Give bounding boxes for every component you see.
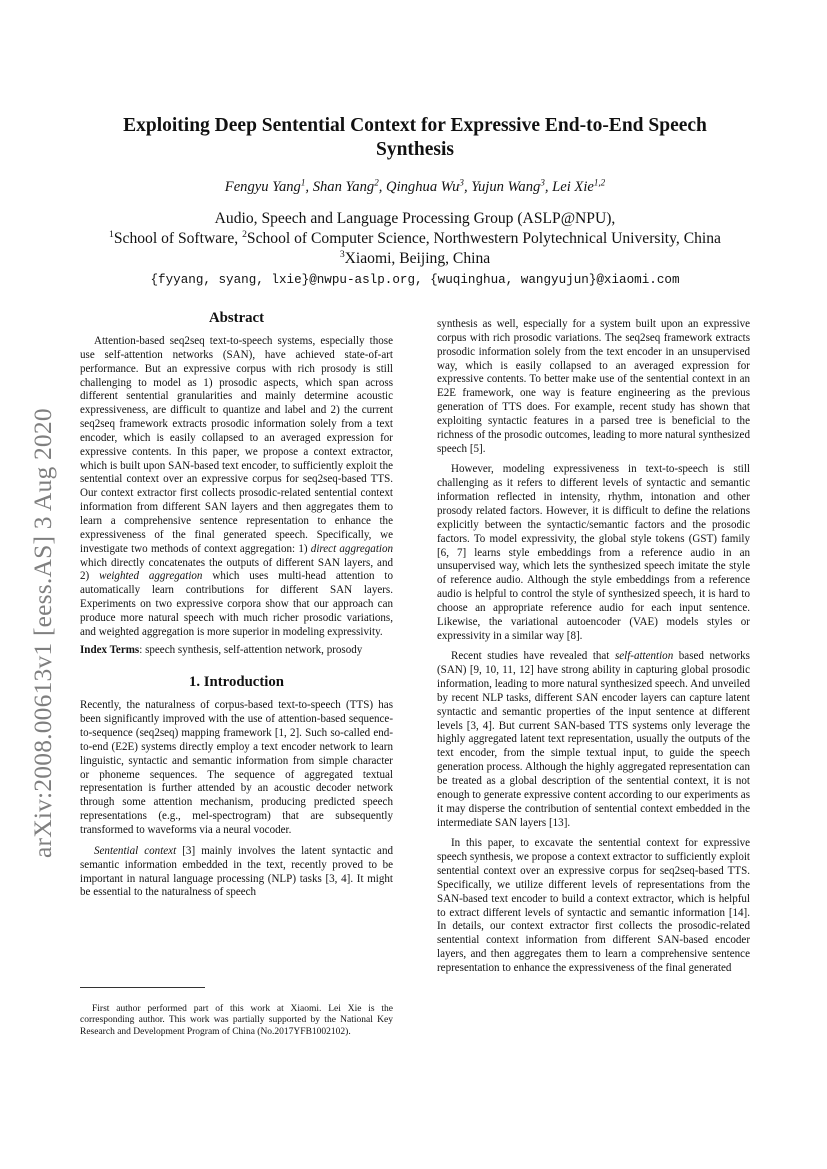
- author-separator: ,: [463, 179, 472, 195]
- abstract-emphasis: weighted aggregation: [99, 570, 203, 583]
- introduction-heading: 1. Introduction: [188, 674, 285, 691]
- author-affiliation-mark: 1: [300, 177, 306, 188]
- intro-paragraph-5: [437, 650, 750, 830]
- author-separator: ,: [378, 179, 387, 195]
- intro-text: based networks (SAN) [9, 10, 11, 12] have strong ability in capturing global prosodic information, leading to more natural synthesized speech. And unveiled by recent NLP tasks, different SAN encoder layers can capture latent syntactic and semantic properties of the input sentence at different levels [3, 4]. But current SAN-based TTS systems only leverage the highly aggregated latent text representation, usually the outputs of the text encoder, from the simple textual input, to guide the speech generation process. Although the highly aggregated representation can be treated as a global description of the sentential context, it is not enough to generate expressive content according to our experiments as it may disperse the contribution of sentential context embedded in the intermediate SAN layers [13].: [437, 650, 750, 829]
- author-separator: ,: [544, 179, 553, 195]
- affiliation-text: School of Software,: [113, 230, 243, 247]
- author: Lei Xie: [552, 179, 594, 195]
- intro-paragraph-2: [80, 845, 393, 900]
- author-list: [80, 178, 750, 196]
- index-terms-text: : speech synthesis, self-attention network, prosody: [139, 643, 363, 656]
- author-affiliation-mark: 3: [459, 177, 464, 188]
- affiliation-text: School of Computer Science, Northwestern Polytechnical University, China: [246, 230, 721, 247]
- abstract-text: which directly concatenates the outputs of different SAN layers, and 2): [80, 556, 393, 583]
- paper-title: [80, 114, 750, 162]
- affiliation-mark: 1: [109, 229, 114, 241]
- affiliation-mark: 3: [339, 249, 345, 261]
- affiliation-text: Xiaomi, Beijing, China: [344, 250, 491, 267]
- author-affiliation-mark: 3: [540, 177, 545, 188]
- title-line-1: Exploiting Deep Sentential Context for Expressive End-to-End Speech: [123, 115, 707, 136]
- author-affiliation-mark: 2: [374, 177, 379, 188]
- author: Fengyu Yang: [224, 179, 301, 195]
- index-terms: [80, 644, 393, 658]
- abstract-emphasis: direct aggregation: [310, 542, 394, 555]
- footnote-rule: [80, 987, 205, 988]
- intro-text: [3] mainly involves the latent syntactic and semantic information embedded in the text, recently proved to be important in natural language processing (NLP) tasks [3, 4]. It might be essential to the naturalness of speech: [80, 844, 393, 899]
- affiliation-line-3: [80, 249, 750, 269]
- intro-paragraph-4: However, modeling expressiveness in text-to-speech is still challenging as it refers to different levels of syntactic and semantic information reflected in intensity, rhythm, intonation and other prosody related factors. However, it is difficult to define the relations explicitly between the syntactic/semantic factors and the prosodic factors. To model expressivity, the global style tokens (GST) family [6, 7] learns style embeddings from a reference audio in an unsupervised way, which lets the synthesized speech imitate the style of reference audio. Although the style embeddings from a reference audio is helpful to control the style of synthesized speech, it is hard to choose an appropriate reference audio for each input sentence. Likewise, the variational autoencoder (VAE) models styles or expressivity in a similar way [8].: [437, 463, 750, 642]
- title-line-2: Synthesis: [375, 139, 455, 160]
- intro-paragraph-1: Recently, the naturalness of corpus-based text-to-speech (TTS) has been significantly improved with the use of attention-based sequence-to-sequence (seq2seq) mapping framework [1, 2]. Such so-called end-to-end (E2E) systems directly employ a text encoder network to learn linguistic, syntactic and semantic information from simple character or phoneme sequences. The sequence of aggregated textual representation is further attended by an acoustic decoder network through some attention mechanism, producing predicted speech representations (e.g., mel-spectrogram) that are subsequently transformed to waveforms via a neural vocoder.: [80, 699, 393, 836]
- intro-paragraph-3: synthesis as well, especially for a system built upon an expressive corpus with rich prosodic variations. The seq2seq framework extracts prosodic information solely from the text encoder in an unsupervised way, which is easily collapsed to an averaged expression for expressive contents. To better make use of the sentential context in an E2E framework, one way is feature engineering as the previous generation of TTS does. For example, recent study has shown that exploiting syntactic features in a parsed tree is beneficial to the richness of the prosodic outcomes, leading to more natural synthesized speech [5].: [437, 318, 750, 455]
- author-emails: {fyyang, syang, lxie}@nwpu-aslp.org, {wuqinghua, wangyujun}@xiaomi.com: [150, 273, 680, 287]
- paper-header: [80, 114, 750, 288]
- abstract-body: [80, 335, 393, 640]
- index-terms-label: Index Terms: [80, 643, 140, 656]
- footnote: First author performed part of this work at Xiaomi. Lei Xie is the corresponding author. This work was partially supported by the National Key Research and Development Program of China (No.2017YFB1002102).: [80, 1003, 393, 1037]
- affiliations: [80, 209, 750, 269]
- abstract-text: Attention-based seq2seq text-to-speech systems, especially those use self-attention networks (SAN), have achieved state-of-art performance. But an expressive corpus with rich prosody is still challenging to model as 1) prosodic aspects, which span across different sentential granularities and mainly determine acoustic expressiveness, are difficult to quantize and label and 2) the current seq2seq framework extracts prosodic information solely from a text encoder, which is easily collapsed to an averaged expression for expressive contents. In this paper, we propose a context extractor, which is built upon SAN-based text encoder, to sufficiently exploit the sentential context over an expressive corpus for seq2seq-based TTS. Our context extractor first collects prosodic-related sentential context information from different SAN layers and then aggregates them to learn a comprehensive sentence representation to enhance the expressiveness of the final generated speech. Specifically, we investigate two methods of context aggregation: 1): [80, 335, 393, 555]
- affiliation-line-1: Audio, Speech and Language Processing Group (ASLP@NPU),: [214, 210, 616, 227]
- affiliation-mark: 2: [242, 229, 247, 241]
- intro-emphasis: Sentential context: [94, 844, 177, 857]
- right-column: [437, 318, 750, 976]
- intro-paragraph-6: In this paper, to excavate the sentential context for expressive speech synthesis, we propose a context extractor to sufficiently exploit sentential context over an expressive corpus for seq2seq-based TTS. Specifically, we utilize different levels of representations from the SAN-based text encoder to build a context extractor, which is helpful to extract different levels of syntactic and semantic information [14]. In details, our context extractor first collects the prosodic-related sentential context information from different SAN-based encoder layers, and then aggregates them to learn a comprehensive sentence representation to enhance the expressiveness of the final generated: [437, 837, 750, 974]
- abstract-heading: Abstract: [208, 310, 265, 326]
- author-affiliation-mark: 1,2: [593, 177, 606, 188]
- intro-emphasis: self-attention: [614, 650, 674, 663]
- intro-text: Recent studies have revealed that: [451, 650, 615, 663]
- author: Qinghua Wu: [386, 179, 460, 195]
- affiliation-line-2: [80, 229, 750, 249]
- abstract-text: which uses multi-head attention to automatically learn contributions for different SAN layers. Experiments on two expressive corpora show that our approach can produce more natural speech with much richer prosodic variations, and weighted aggregation is more superior in modeling expressivity.: [80, 570, 394, 638]
- author-separator: ,: [305, 179, 313, 195]
- author: Shan Yang: [312, 179, 375, 195]
- left-column: [80, 309, 393, 900]
- author: Yujun Wang: [471, 179, 541, 195]
- arxiv-identifier-stamp: arXiv:2008.00613v1 [eess.AS] 3 Aug 2020: [28, 408, 57, 858]
